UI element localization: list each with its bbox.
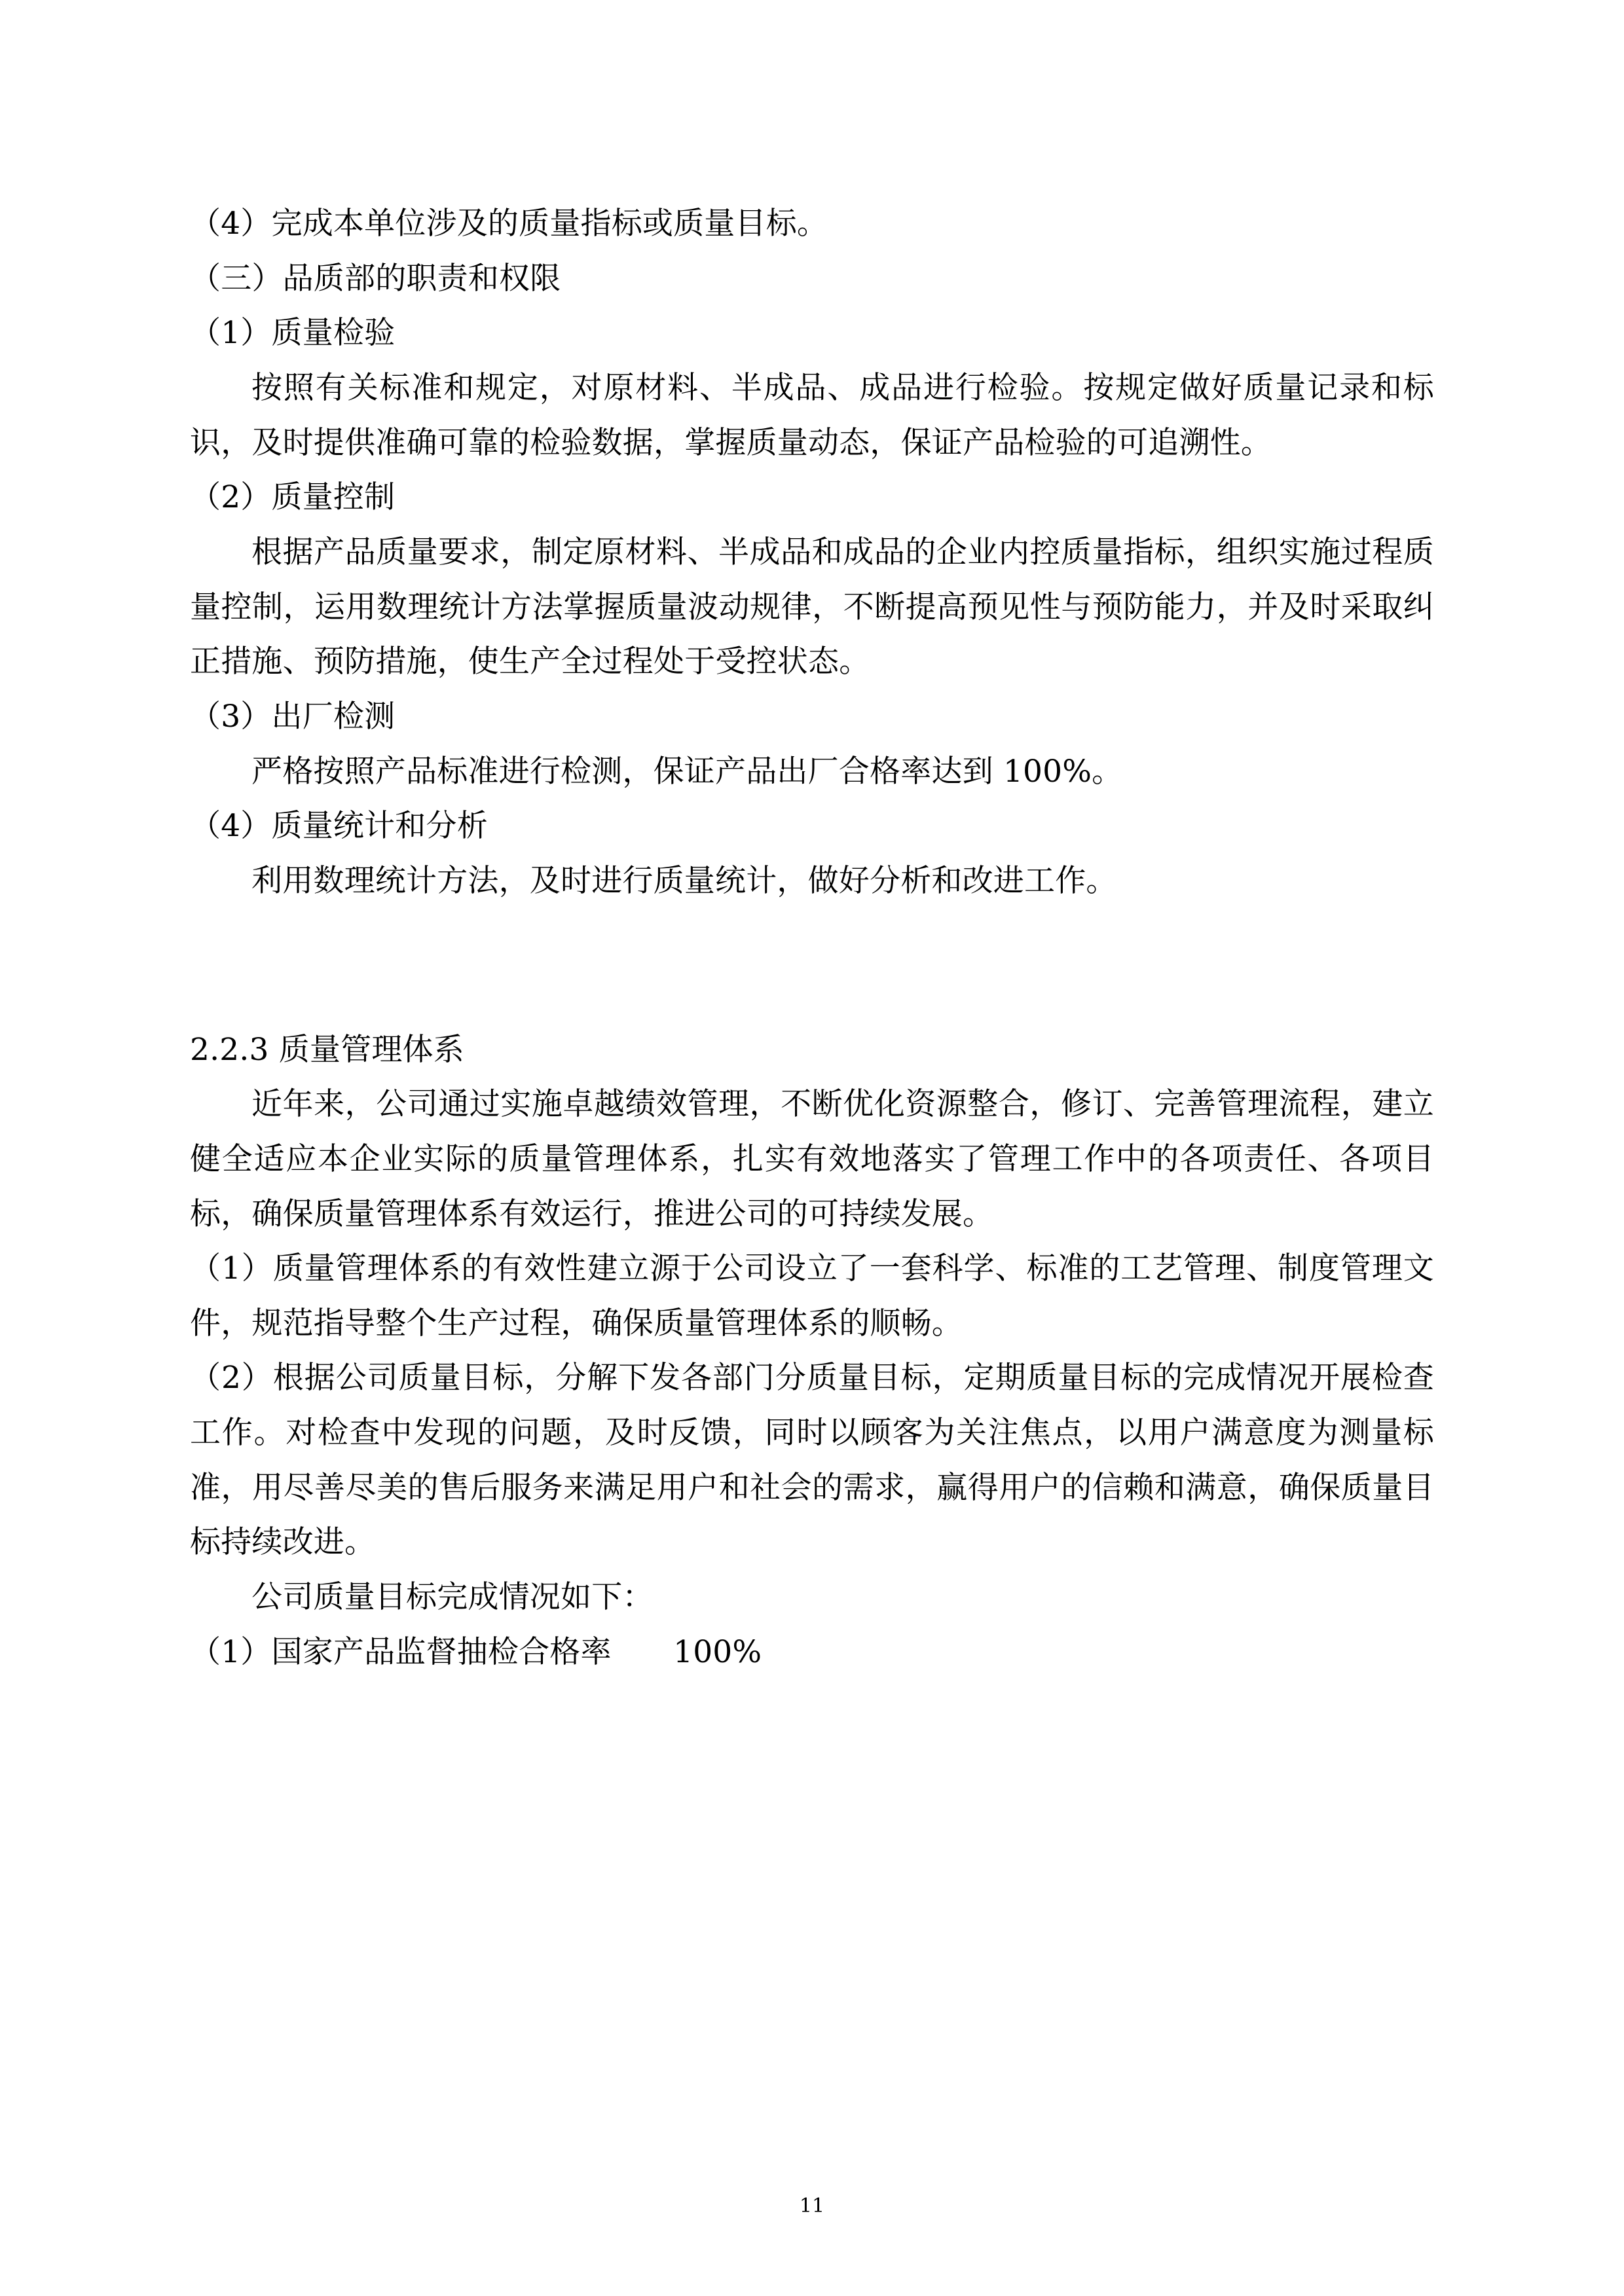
- paragraph: 利用数理统计方法，及时进行质量统计，做好分析和改进工作。: [251, 862, 1117, 899]
- paragraph: （2）根据公司质量目标，分解下发各部门分质量目标，定期质量目标的完成情况开展检查工作。对检查中发现的问题，及时反馈，同时以顾客为关注焦点，以用户满意度为测量标准，用尽善尽美的售后服务来满足用户和社会的需求，赢得用户的信赖和满意，确保质量目标持续改进。: [190, 1360, 1434, 1561]
- document-body: [190, 196, 1434, 1679]
- paragraph: （1）国家产品监督抽检合格率 100%: [190, 1633, 762, 1670]
- paragraph: （三）品质部的职责和权限: [190, 260, 561, 297]
- paragraph: 根据产品质量要求，制定原材料、半成品和成品的企业内控质量指标，组织实施过程质量控制，运用数理统计方法掌握质量波动规律，不断提高预见性与预防能力，并及时采取纠正措施、预防措施，使生产全过程处于受控状态。: [190, 534, 1434, 680]
- paragraph: 按照有关标准和规定，对原材料、半成品、成品进行检验。按规定做好质量记录和标识，及时提供准确可靠的检验数据，掌握质量动态，保证产品检验的可追溯性。: [190, 369, 1434, 461]
- paragraph: （4）质量统计和分析: [190, 808, 488, 845]
- paragraph: 严格按照产品标准进行检测，保证产品出厂合格率达到 100%。: [251, 753, 1123, 790]
- paragraph: （4）完成本单位涉及的质量指标或质量目标。: [190, 206, 828, 242]
- paragraph: （1）质量管理体系的有效性建立源于公司设立了一套科学、标准的工艺管理、制度管理文件，规范指导整个生产过程，确保质量管理体系的顺畅。: [190, 1250, 1434, 1341]
- paragraph: （3）出厂检测: [190, 698, 396, 735]
- page-number: 11: [799, 2195, 825, 2217]
- paragraph: （1）质量检验: [190, 315, 396, 352]
- section-heading: 2.2.3 质量管理体系: [190, 1031, 464, 1068]
- section-spacer: [190, 909, 1434, 966]
- paragraph: 近年来，公司通过实施卓越绩效管理，不断优化资源整合，修订、完善管理流程，建立健全适应本企业实际的质量管理体系，扎实有效地落实了管理工作中的各项责任、各项目标，确保质量管理体系有效运行，推进公司的可持续发展。: [190, 1086, 1434, 1232]
- paragraph: （2）质量控制: [190, 479, 396, 516]
- paragraph: 公司质量目标完成情况如下：: [251, 1579, 654, 1616]
